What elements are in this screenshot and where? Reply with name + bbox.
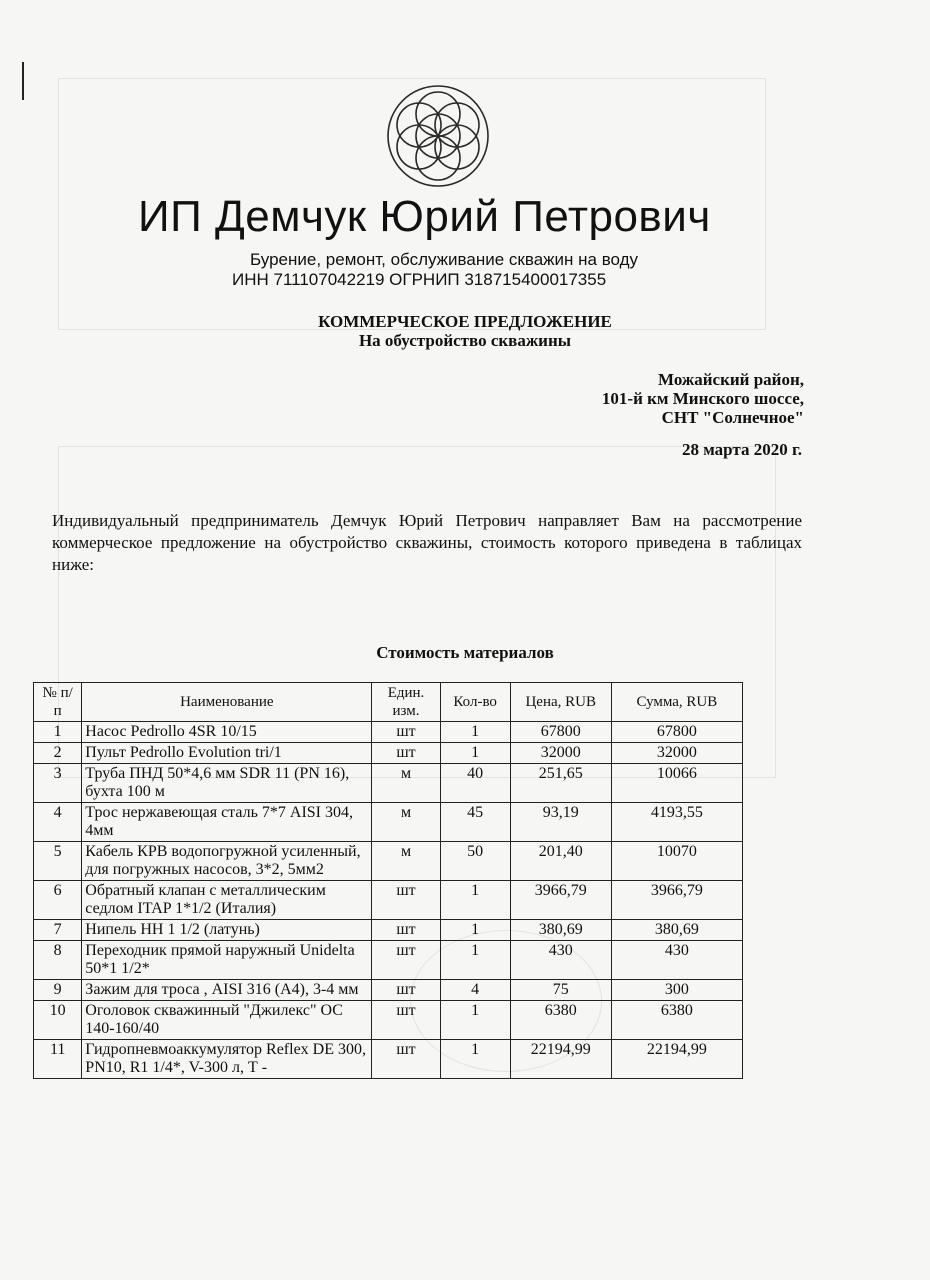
cell-unit: шт [372, 920, 440, 941]
cell-sum: 10066 [611, 764, 742, 803]
table-row [34, 881, 743, 920]
cell-unit: м [372, 842, 440, 881]
table-row [34, 722, 743, 743]
cell-name: Переходник прямой наружный Unidelta 50*1 1/2* [82, 941, 372, 980]
cell-name: Трос нержавеющая сталь 7*7 AISI 304, 4мм [82, 803, 372, 842]
cell-qty: 4 [440, 980, 510, 1001]
cell-qty: 1 [440, 743, 510, 764]
cell-price: 3966,79 [510, 881, 611, 920]
intro-paragraph: Индивидуальный предприниматель Демчук Юрий Петрович направляет Вам на рассмотрение коммерческое предложение на обустройство скважины, стоимость которого приведена в таблицах ниже: [52, 511, 802, 574]
cell-qty: 1 [440, 722, 510, 743]
cell-name: Пульт Pedrollo Evolution tri/1 [82, 743, 372, 764]
cell-qty: 1 [440, 1040, 510, 1079]
cell-price: 380,69 [510, 920, 611, 941]
table-caption: Стоимость материалов [376, 643, 554, 662]
cell-sum: 22194,99 [611, 1040, 742, 1079]
cell-name: Нипель НН 1 1/2 (латунь) [82, 920, 372, 941]
cell-price: 251,65 [510, 764, 611, 803]
materials-table [33, 682, 743, 1079]
cell-sum: 10070 [611, 842, 742, 881]
cell-name: Насос Pedrollo 4SR 10/15 [82, 722, 372, 743]
cell-sum: 300 [611, 980, 742, 1001]
cell-num: 11 [34, 1040, 82, 1079]
cell-qty: 1 [440, 941, 510, 980]
header-sum: Сумма, RUB [611, 683, 742, 722]
cell-qty: 1 [440, 920, 510, 941]
address-line-3: СНТ "Солнечное" [661, 408, 804, 427]
cell-num: 2 [34, 743, 82, 764]
cell-num: 6 [34, 881, 82, 920]
table-row [34, 980, 743, 1001]
cell-price: 201,40 [510, 842, 611, 881]
cell-name: Оголовок скважинный "Джилекс" ОС 140-160/40 [82, 1001, 372, 1040]
cell-price: 6380 [510, 1001, 611, 1040]
cell-unit: шт [372, 743, 440, 764]
cell-price: 22194,99 [510, 1040, 611, 1079]
cell-unit: шт [372, 1040, 440, 1079]
cell-unit: шт [372, 980, 440, 1001]
table-row [34, 1040, 743, 1079]
header-num: № п/ п [34, 683, 82, 722]
table-row [34, 842, 743, 881]
cell-sum: 6380 [611, 1001, 742, 1040]
cell-sum: 3966,79 [611, 881, 742, 920]
cell-unit: шт [372, 722, 440, 743]
cell-num: 7 [34, 920, 82, 941]
header-qty: Кол-во [440, 683, 510, 722]
flower-of-life-logo [384, 82, 492, 190]
cell-num: 1 [34, 722, 82, 743]
table-row [34, 803, 743, 842]
document-title: КОММЕРЧЕСКОЕ ПРЕДЛОЖЕНИЕ [318, 312, 612, 331]
cell-qty: 50 [440, 842, 510, 881]
cell-qty: 45 [440, 803, 510, 842]
cell-price: 93,19 [510, 803, 611, 842]
cell-sum: 4193,55 [611, 803, 742, 842]
cell-qty: 40 [440, 764, 510, 803]
table-header-row [34, 683, 743, 722]
cell-unit: шт [372, 881, 440, 920]
table-row [34, 764, 743, 803]
cell-sum: 32000 [611, 743, 742, 764]
document-subtitle: На обустройство скважины [358, 331, 572, 350]
cell-num: 5 [34, 842, 82, 881]
cell-name: Гидропневмоаккумулятор Reflex DE 300, PN10, R1 1/4*, V-300 л, Т - [82, 1040, 372, 1079]
cell-price: 75 [510, 980, 611, 1001]
cell-name: Зажим для троса , AISI 316 (A4), 3-4 мм [82, 980, 372, 1001]
cell-unit: м [372, 764, 440, 803]
header-name: Наименование [82, 683, 372, 722]
cell-num: 3 [34, 764, 82, 803]
table-row [34, 1001, 743, 1040]
cell-num: 4 [34, 803, 82, 842]
address-line-2: 101-й км Минского шоссе, [601, 389, 804, 408]
table-row [34, 941, 743, 980]
cell-num: 8 [34, 941, 82, 980]
address-line-1: Можайский район, [658, 370, 804, 389]
cell-price: 67800 [510, 722, 611, 743]
cell-unit: шт [372, 941, 440, 980]
header-unit: Един. изм. [372, 683, 440, 722]
cell-name: Труба ПНД 50*4,6 мм SDR 11 (PN 16), бухта 100 м [82, 764, 372, 803]
margin-mark [22, 62, 24, 100]
table-row [34, 920, 743, 941]
cell-price: 32000 [510, 743, 611, 764]
cell-num: 9 [34, 980, 82, 1001]
table-row [34, 743, 743, 764]
cell-qty: 1 [440, 881, 510, 920]
cell-sum: 67800 [611, 722, 742, 743]
header-price: Цена, RUB [510, 683, 611, 722]
cell-qty: 1 [440, 1001, 510, 1040]
cell-sum: 380,69 [611, 920, 742, 941]
cell-unit: м [372, 803, 440, 842]
cell-num: 10 [34, 1001, 82, 1040]
cell-price: 430 [510, 941, 611, 980]
document-date: 28 марта 2020 г. [681, 440, 802, 459]
cell-name: Кабель КРВ водопогружной усиленный, для погружных насосов, 3*2, 5мм2 [82, 842, 372, 881]
cell-name: Обратный клапан с металлическим седлом ITAP 1*1/2 (Италия) [82, 881, 372, 920]
company-name: ИП Демчук Юрий Петрович [138, 192, 711, 241]
services-line: Бурение, ремонт, обслуживание скважин на воду [250, 250, 639, 269]
cell-sum: 430 [611, 941, 742, 980]
cell-unit: шт [372, 1001, 440, 1040]
registration-ids: ИНН 711107042219 ОГРНИП 318715400017355 [232, 270, 607, 289]
